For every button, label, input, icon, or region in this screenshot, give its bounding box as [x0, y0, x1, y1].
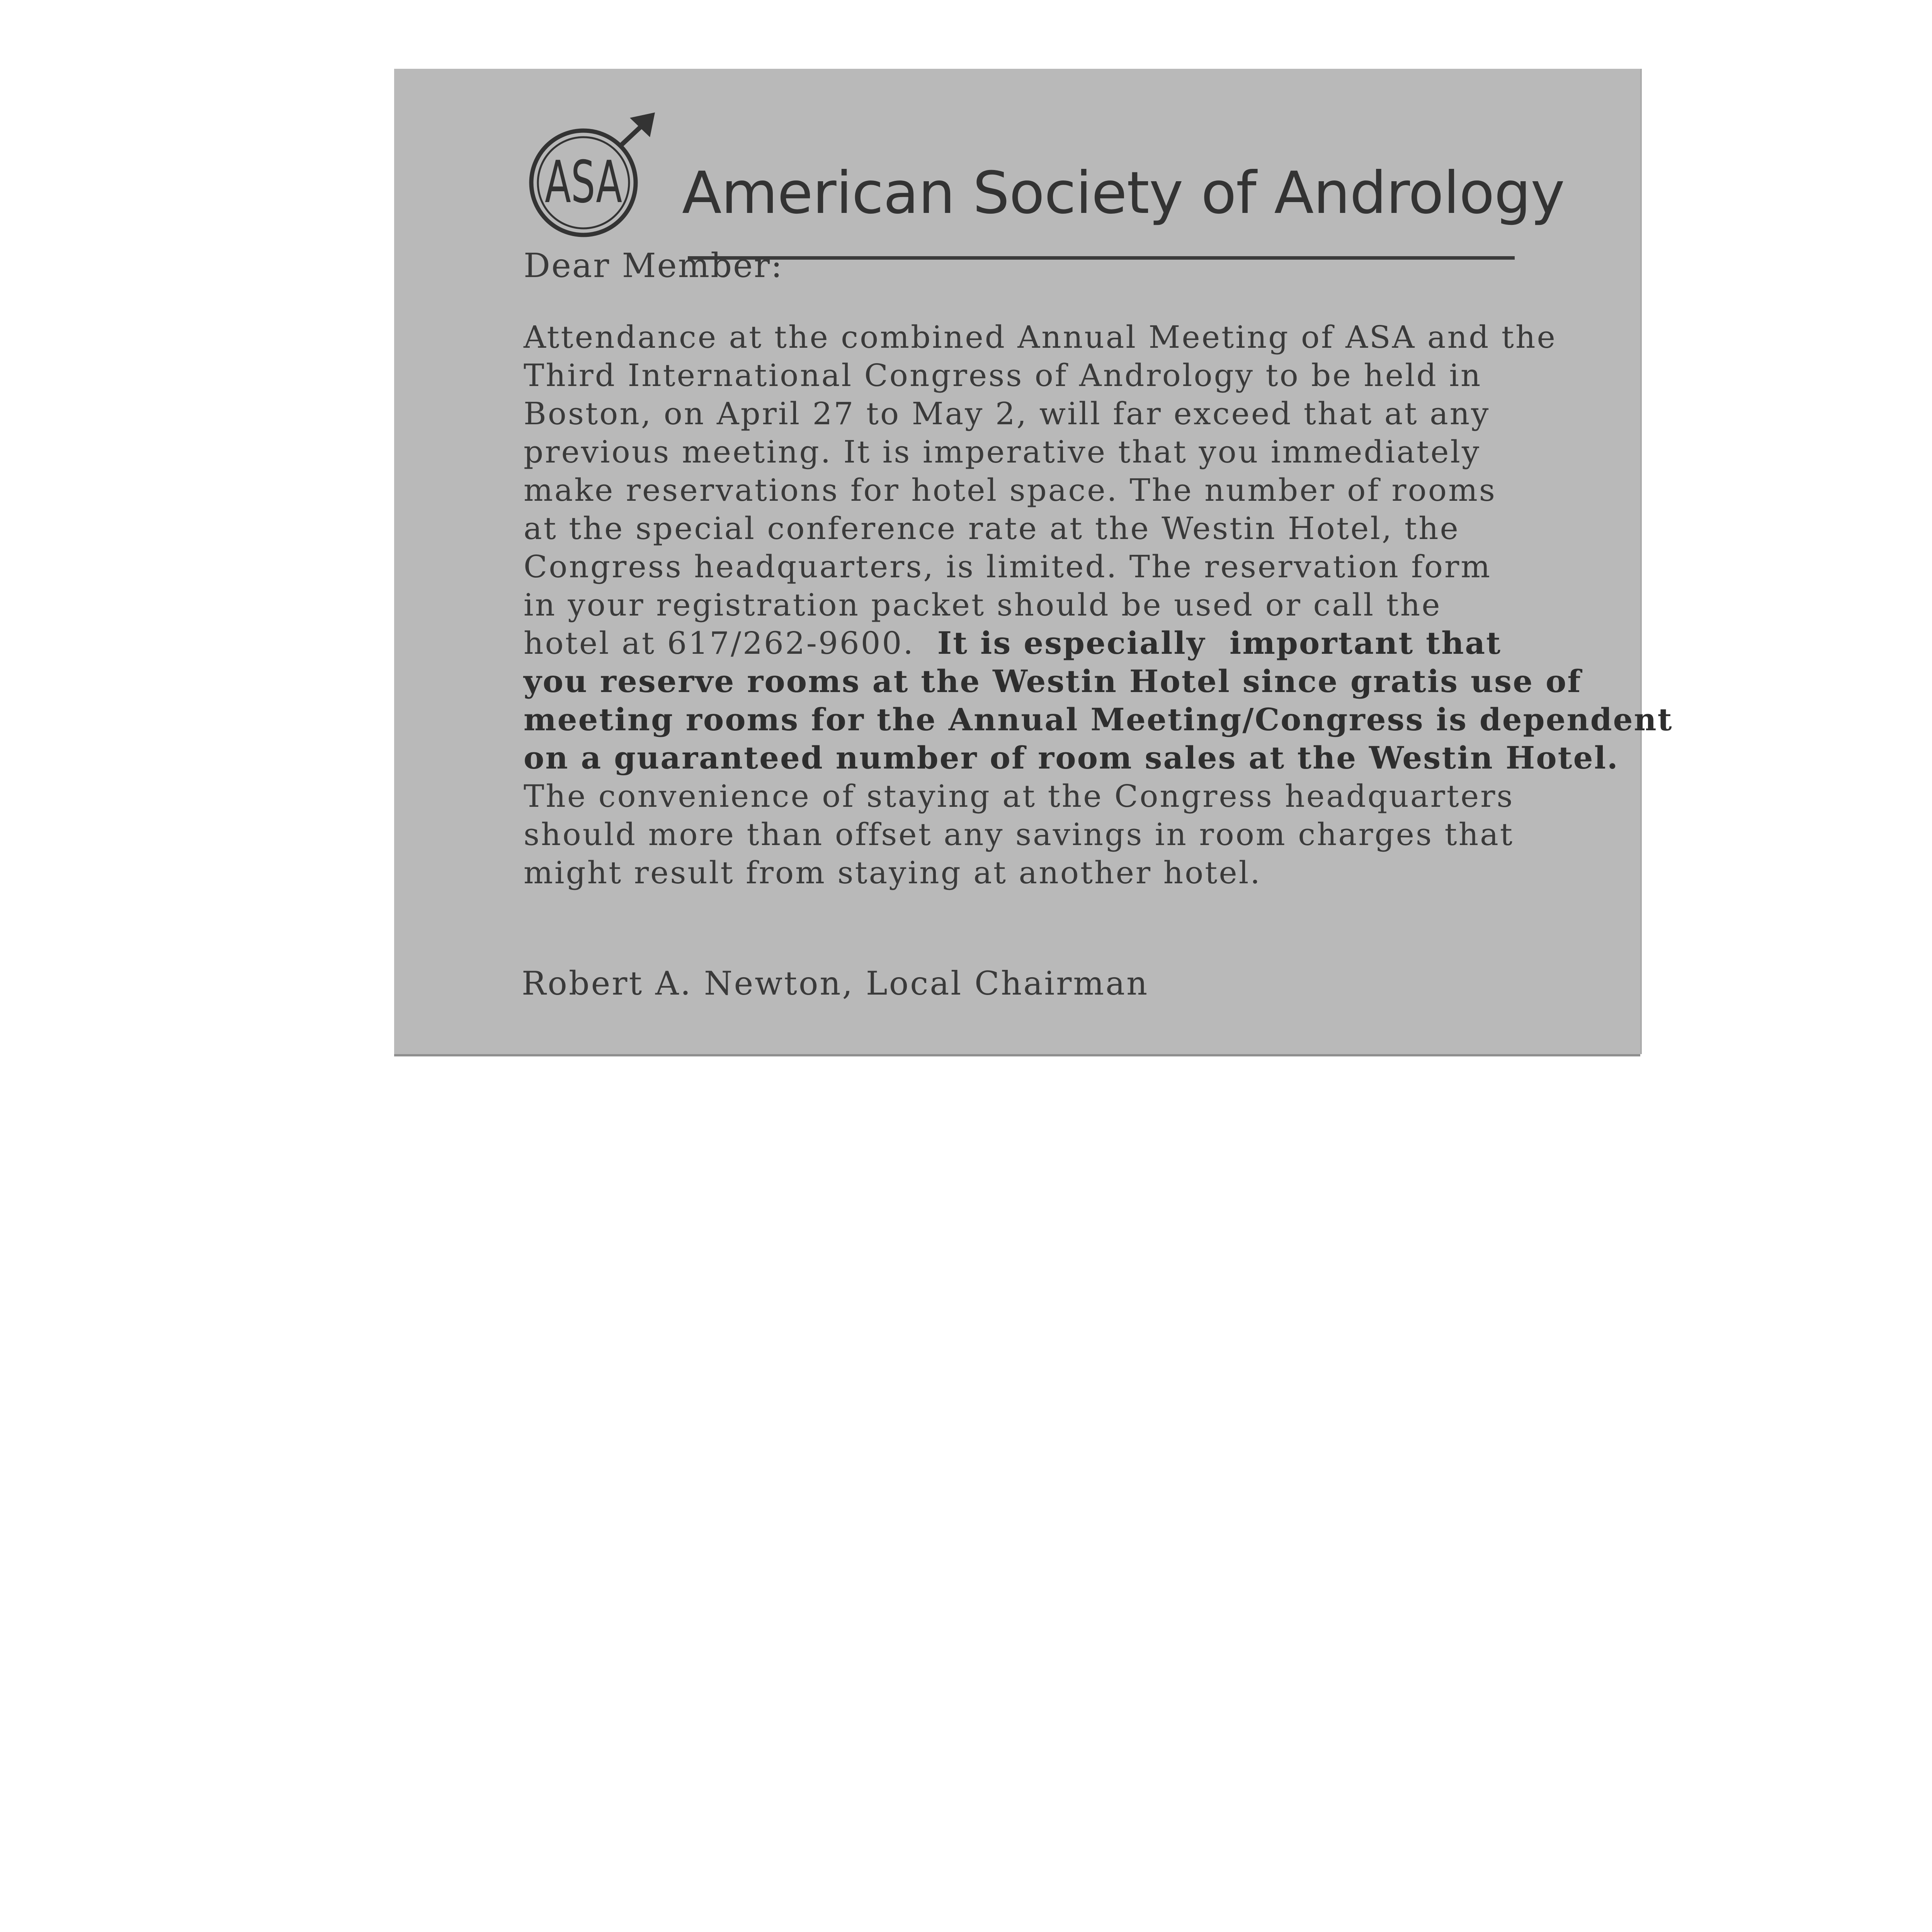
body-line [524, 356, 1605, 395]
body-line-normal: at the special conference rate at the Westin Hotel, the [524, 510, 1460, 546]
body-line-normal: should more than offset any savings in room charges that [524, 816, 1514, 852]
body-line-normal: make reservations for hotel space. The number of rooms [524, 472, 1497, 508]
body-line-normal: Third International Congress of Andrology to be held in [524, 357, 1482, 393]
body-line [524, 471, 1605, 509]
body-line [524, 815, 1605, 854]
body-line [524, 509, 1605, 548]
letterhead [526, 109, 1565, 237]
body-line-normal: Congress headquarters, is limited. The reservation form [524, 549, 1492, 585]
body-line-normal: Attendance at the combined Annual Meeting of ASA and the [524, 319, 1557, 355]
body-line [524, 548, 1605, 586]
letterhead-underline [688, 256, 1515, 260]
body-line-normal: previous meeting. It is imperative that you immediately [524, 434, 1481, 470]
body-line [524, 318, 1605, 356]
body-line [524, 701, 1673, 739]
body-line [524, 624, 1605, 662]
body-line-normal: hotel at 617/262-9600. [524, 625, 937, 661]
body-line [524, 433, 1605, 471]
body-line [524, 395, 1605, 433]
body-line-emphasis: on a guaranteed number of room sales at the Westin Hotel. [524, 740, 1619, 776]
letter-body [524, 318, 1673, 892]
body-line-emphasis: meeting rooms for the Annual Meeting/Congress is dependent [524, 701, 1673, 738]
body-line-normal: The convenience of staying at the Congress headquarters [524, 778, 1514, 814]
logo-lettering: ASA [545, 149, 622, 216]
letter-card [394, 69, 1673, 1054]
body-line-emphasis: It is especially important that [937, 625, 1502, 661]
asa-logo-icon [526, 109, 657, 241]
body-line [524, 777, 1605, 815]
body-line-emphasis: you reserve rooms at the Westin Hotel since gratis use of [524, 663, 1582, 699]
body-line [524, 739, 1619, 777]
signature: Robert A. Newton, Local Chairman [522, 964, 1149, 1002]
salutation: Dear Member: [524, 247, 784, 285]
body-line-normal: Boston, on April 27 to May 2, will far exceed that at any [524, 396, 1490, 432]
organization-name: American Society of Andrology [682, 160, 1565, 227]
body-line-normal: might result from staying at another hotel. [524, 855, 1262, 891]
body-line [524, 854, 1605, 892]
body-line-normal: in your registration packet should be used or call the [524, 587, 1442, 623]
body-line [524, 662, 1605, 701]
body-line [524, 586, 1605, 624]
